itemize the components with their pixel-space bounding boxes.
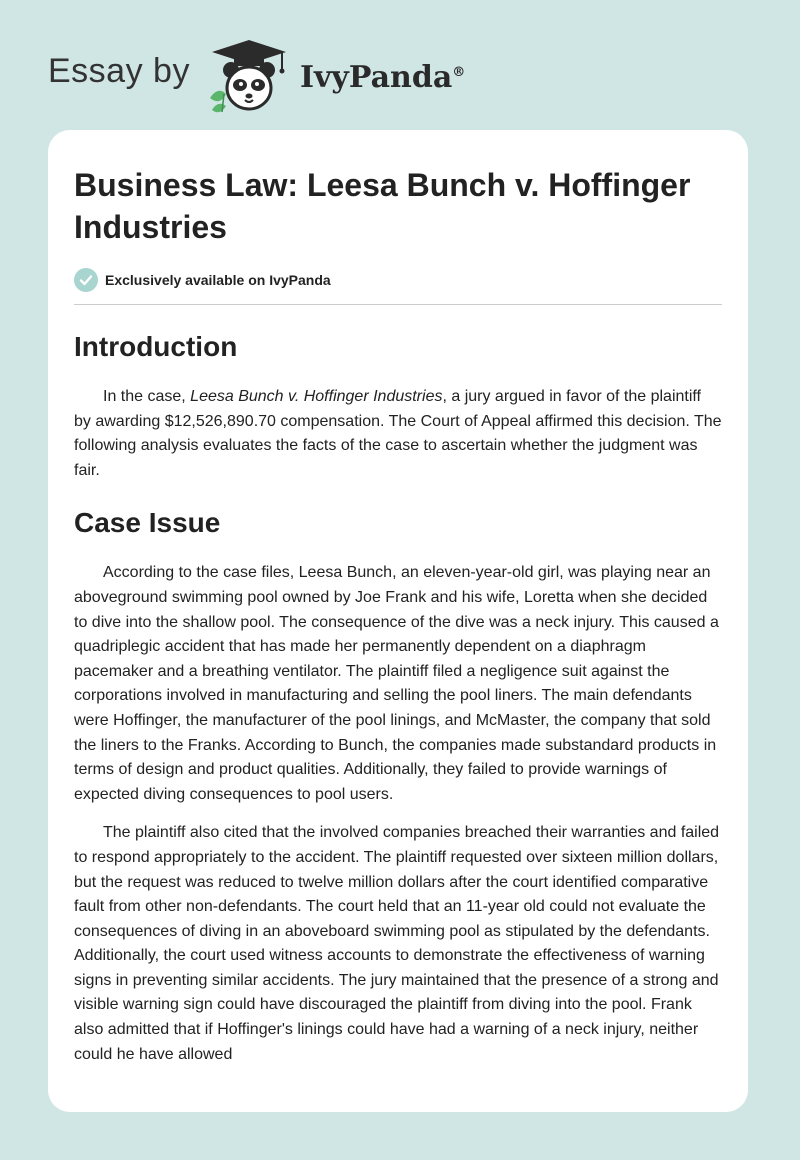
panda-logo-icon xyxy=(204,36,294,116)
exclusive-label: Exclusively available on IvyPanda xyxy=(105,272,331,288)
page-title: Business Law: Leesa Bunch v. Hoffinger Industries xyxy=(74,167,691,245)
paragraph: According to the case files, Leesa Bunch, an eleven-year-old girl, was playing near an aboveground swimming pool owned by Joe Frank and his wife, Loretta when she decided to dive into the shallow pool. The consequence of the dive was a neck injury. This caused a quadriplegic accident that has made her permanently dependent on a diaphragm pacemaker and a breathing ventilator. The plaintiff filed a negligence suit against the corporations involved in manufacturing and selling the pool liners. The main defendants were Hoffinger, the manufacturer of the pool linings, and McMaster, the company that sold the liners to the Franks. According to Bunch, the companies made substandard products in terms of design and product qualities. Additionally, they failed to provide warnings of expected diving consequences to pool users. xyxy=(74,564,719,803)
case-name: Leesa Bunch v. Hoffinger Industries xyxy=(190,388,443,405)
essay-card xyxy=(48,130,748,1112)
paragraph: The plaintiff also cited that the involved companies breached their warranties and failed to respond appropriately to the accident. The plaintiff requested over sixteen million dollars, but the request was reduced to twelve million dollars after the court identified comparative fault from other non-defendants. The court held that an 11-year old could not evaluate the consequences of diving in an aboveboard swimming pool as stipulated by the defendants. Additionally, the court used witness accounts to demonstrate the effectiveness of warning signs in preventing similar accidents. The jury maintained that the presence of a strong and visible warning sign could have discouraged the plaintiff from diving into the pool. Frank also admitted that if Hoffinger's linings could have had a warning of a neck injury, neither could he have allowed xyxy=(74,824,720,1063)
section-heading-introduction: Introduction xyxy=(74,331,238,362)
section-heading-case-issue: Case Issue xyxy=(74,507,221,539)
brand-prefix: Essay by xyxy=(48,51,190,90)
brand-name: IvyPanda® xyxy=(299,59,466,95)
exclusive-badge xyxy=(74,268,722,305)
brand-header xyxy=(48,36,465,116)
paragraph-introduction: In the case, Leesa Bunch v. Hoffinger Industries, a jury argued in favor of the plaintiff by awarding $12,526,890.70 compensation. The Court of Appeal affirmed this decision. The following analysis evaluates the facts of the case to ascertain whether the judgment was fair. xyxy=(74,388,722,479)
checkmark-circle-icon xyxy=(74,268,98,292)
